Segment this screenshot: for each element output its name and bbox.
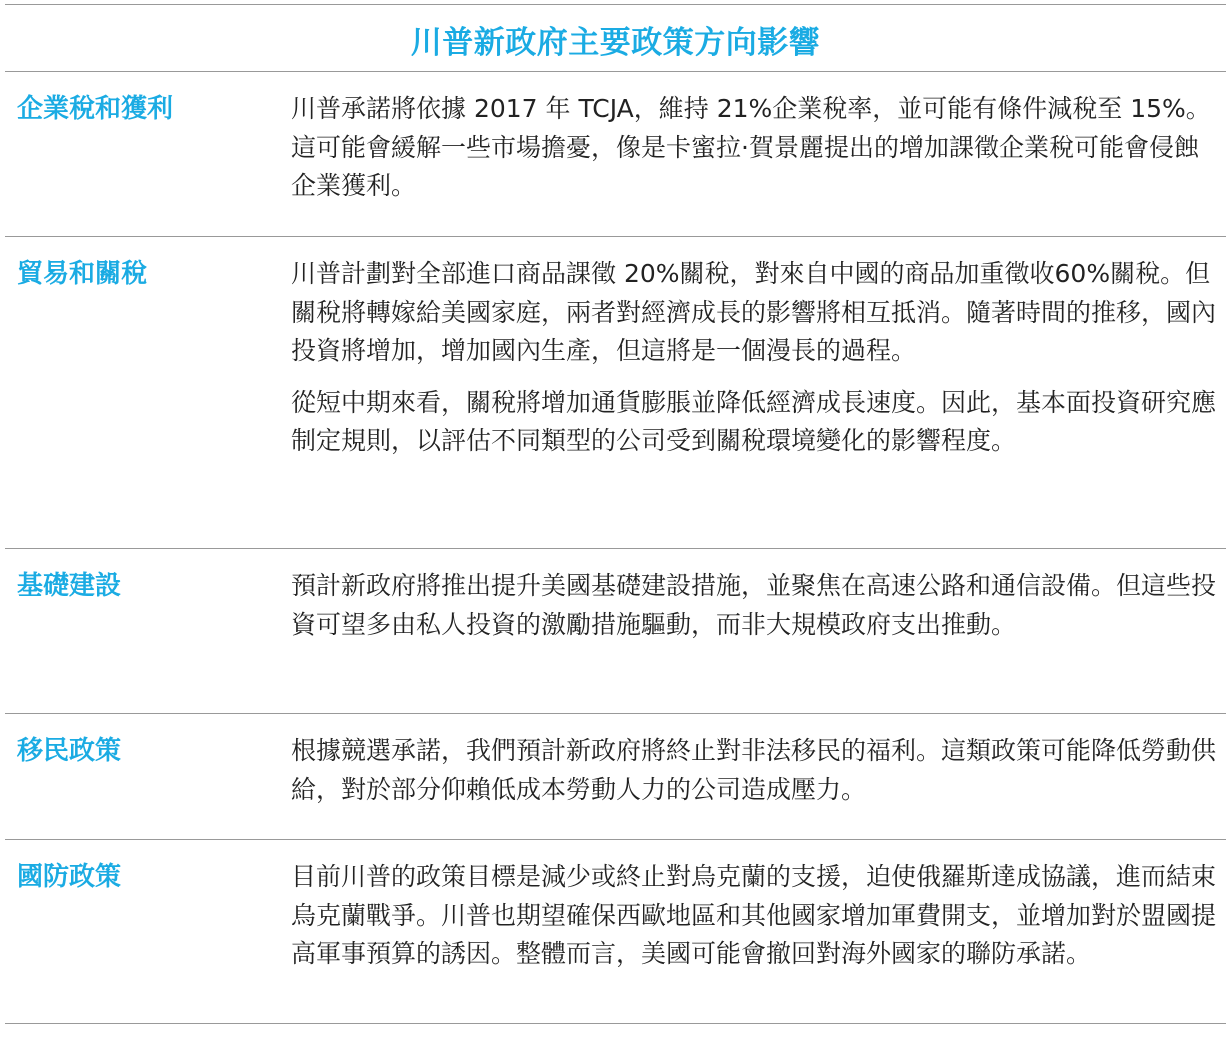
row-paragraph: 川普計劃對全部進口商品課徵 20%關稅，對來自中國的商品加重徵收60%關稅。但關稅將轉嫁給美國家庭，兩者對經濟成長的影響將相互抵消。隨著時間的推移，國內投資將增加，增加國內生產，但這將是一個漫長的過程。 bbox=[291, 259, 1217, 365]
row-body bbox=[291, 255, 1221, 461]
policy-table bbox=[5, 0, 1226, 1038]
row-paragraph: 目前川普的政策目標是減少或終止對烏克蘭的支援，迫使俄羅斯達成協議，進而結束烏克蘭戰爭。川普也期望確保西歐地區和其他國家增加軍費開支，並增加對於盟國提高軍事預算的誘因。整體而言，美國可能會撤回對海外國家的聯防承諾。 bbox=[291, 862, 1217, 968]
row-body bbox=[291, 732, 1221, 809]
row-body bbox=[291, 567, 1221, 644]
row-body bbox=[291, 90, 1221, 206]
row-label: 貿易和關稅 bbox=[17, 259, 148, 289]
bottom-rule bbox=[5, 1023, 1226, 1024]
top-rule bbox=[5, 4, 1226, 5]
row-paragraph: 根據競選承諾，我們預計新政府將終止對非法移民的福利。這類政策可能降低勞動供給，對於部分仰賴低成本勞動人力的公司造成壓力。 bbox=[291, 736, 1217, 804]
row-paragraph: 從短中期來看，關稅將增加通貨膨脹並降低經濟成長速度。因此，基本面投資研究應制定規則，以評估不同類型的公司受到關稅環境變化的影響程度。 bbox=[291, 387, 1217, 455]
row-label: 國防政策 bbox=[17, 862, 122, 892]
row-body bbox=[291, 858, 1221, 974]
policy-row-trade-tariffs bbox=[5, 236, 1226, 549]
policy-row-immigration bbox=[5, 713, 1226, 840]
row-label: 企業稅和獲利 bbox=[17, 94, 174, 124]
policy-row-corporate-tax bbox=[5, 71, 1226, 237]
row-label: 基礎建設 bbox=[17, 571, 122, 601]
row-paragraph: 預計新政府將推出提升美國基礎建設措施，並聚焦在高速公路和通信設備。但這些投資可望多由私人投資的激勵措施驅動，而非大規模政府支出推動。 bbox=[291, 571, 1217, 639]
row-paragraph: 川普承諾將依據 2017 年 TCJA，維持 21%企業稅率，並可能有條件減稅至 15%。這可能會緩解一些市場擔憂，像是卡蜜拉·賀景麗提出的增加課徵企業稅可能會侵蝕企業獲利。 bbox=[291, 94, 1211, 200]
policy-row-infrastructure bbox=[5, 548, 1226, 714]
row-label: 移民政策 bbox=[17, 736, 122, 766]
page-title: 川普新政府主要政策方向影響 bbox=[410, 25, 821, 61]
policy-row-defense bbox=[5, 839, 1226, 1024]
